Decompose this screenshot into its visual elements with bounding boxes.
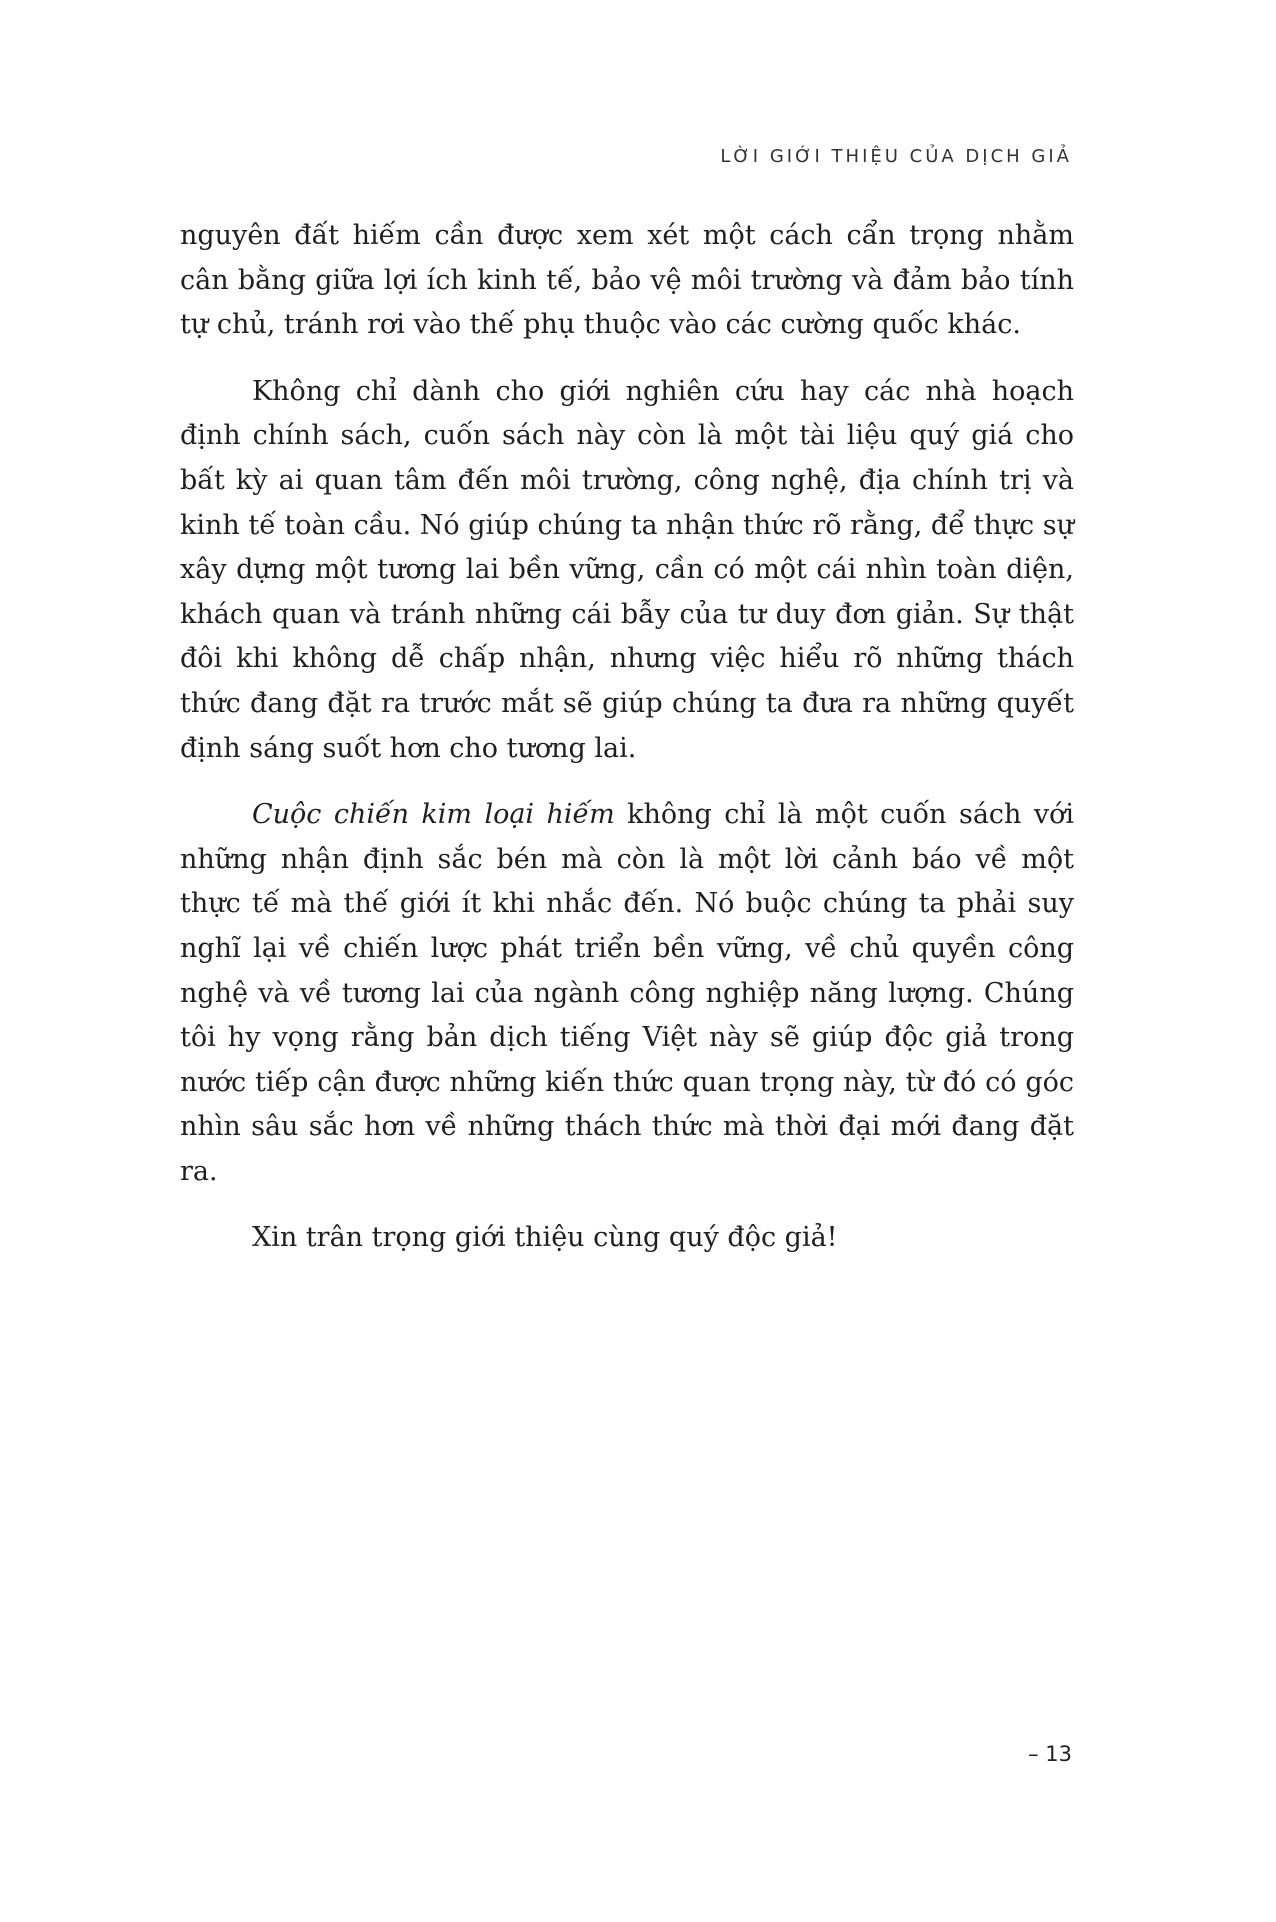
paragraph-book-summary bbox=[180, 793, 1074, 1194]
paragraph-audience: Không chỉ dành cho giới nghiên cứu hay các nhà hoạch định chính sách, cuốn sách này còn là một tài liệu quý giá cho bất kỳ ai quan tâm đến môi trường, công nghệ, địa chính trị và kinh tế toàn cầu. Nó giúp chúng ta nhận thức rõ rằng, để thực sự xây dựng một tương lai bền vững, cần có một cái nhìn toàn diện, khách quan và tránh những cái bẫy của tư duy đơn giản. Sự thật đôi khi không dễ chấp nhận, nhưng việc hiểu rõ những thách thức đang đặt ra trước mắt sẽ giúp chúng ta đưa ra những quyết định sáng suốt hơn cho tương lai. bbox=[180, 375, 1074, 764]
running-header-title: LỜI GIỚI THIỆU CỦA DỊCH GIẢ bbox=[720, 146, 1072, 167]
paragraph-book-summary-text: không chỉ là một cuốn sách với những nhận định sắc bén mà còn là một lời cảnh báo về một thực tế mà thế giới ít khi nhắc đến. Nó buộc chúng ta phải suy nghĩ lại về chiến lược phát triển bền vững, về chủ quyền công nghệ và về tương lai của ngành công nghiệp năng lượng. Chúng tôi hy vọng rằng bản dịch tiếng Việt này sẽ giúp độc giả trong nước tiếp cận được những kiến thức quan trọng này, từ đó có góc nhìn sâu sắc hơn về những thách thức mà thời đại mới đang đặt ra. bbox=[180, 799, 1074, 1187]
book-title-italic: Cuộc chiến kim loại hiếm bbox=[252, 799, 615, 831]
page-number: – 13 bbox=[1028, 1742, 1072, 1766]
paragraph-continued: nguyên đất hiếm cần được xem xét một cách cẩn trọng nhằm cân bằng giữa lợi ích kinh tế, bảo vệ môi trường và đảm bảo tính tự chủ, tránh rơi vào thế phụ thuộc vào các cường quốc khác. bbox=[180, 220, 1074, 341]
page-body bbox=[180, 214, 1074, 1283]
paragraph-closing: Xin trân trọng giới thiệu cùng quý độc giả! bbox=[252, 1222, 838, 1254]
